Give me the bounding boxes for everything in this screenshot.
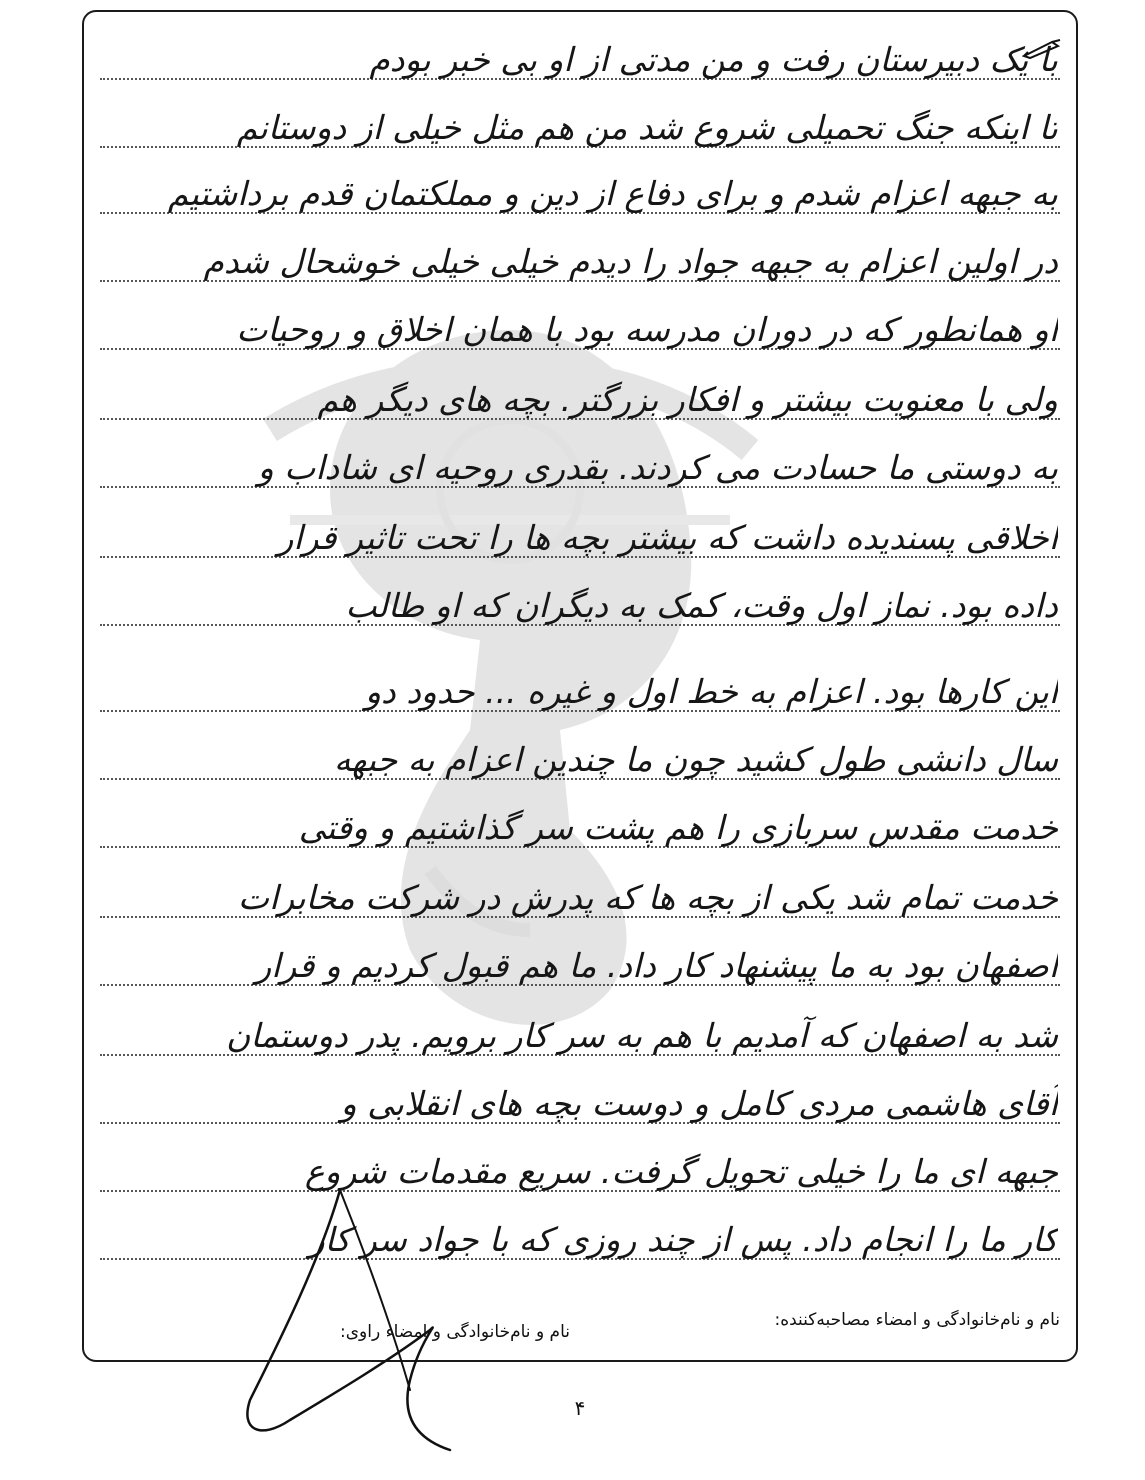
handwritten-line: داده بود. نماز اول وقت، کمک به دیگران که او طالب [345, 586, 1058, 625]
handwritten-line: او همانطور که در دوران مدرسه بود با همان اخلاق و روحیات [236, 310, 1058, 349]
handwritten-line: این کارها بود. اعزام به خط اول و غیره ... حدود دو [365, 672, 1058, 711]
handwritten-line: کار ما را انجام داد. پس از چند روزی که با جواد سر کار [308, 1220, 1058, 1259]
handwritten-line: در اولین اعزام به جبهه جواد را دیدم خیلی خیلی خوشحال شدم [203, 242, 1058, 281]
handwritten-line: شد به اصفهان که آمدیم با هم به سر کار برویم. پدر دوستمان [226, 1016, 1058, 1055]
handwritten-line: خدمت مقدس سربازی را هم پشت سر گذاشتیم و وقتی [298, 808, 1058, 847]
page-number: ۴ [574, 1396, 586, 1420]
handwritten-line: جبهه ای ما را خیلی تحویل گرفت. سریع مقدمات شروع [304, 1152, 1058, 1191]
handwritten-line: سال دانشی طول کشید چون ما چندین اعزام به جبهه [333, 740, 1058, 779]
narrator-signature-label: نام و نام‌خانوادگی و امضاء راوی: [340, 1322, 570, 1342]
handwritten-line: خدمت تمام شد یکی از بچه ها که پدرش در شرکت مخابرات [238, 878, 1058, 917]
handwritten-line: تا اینکه جنگ تحمیلی شروع شد من هم مثل خیلی از دوستانم [236, 108, 1058, 147]
handwritten-line: با یک دبیرستان رفت و من مدتی از او بی خبر بودم [369, 40, 1058, 79]
handwritten-line: اصفهان بود به ما پیشنهاد کار داد. ما هم قبول کردیم و قرار [255, 946, 1058, 985]
handwritten-line: آقای هاشمی مردی کامل و دوست بچه های انقلابی و [340, 1084, 1058, 1123]
handwritten-line: به جبهه اعزام شدم و برای دفاع از دین و مملکتمان قدم برداشتیم [167, 174, 1058, 213]
interviewer-signature-label: نام و نام‌خانوادگی و امضاء مصاحبه‌کننده: [774, 1310, 1060, 1330]
signature-scribble [220, 1180, 460, 1470]
handwritten-line: ولی با معنویت بیشتر و افکار بزرگتر. بچه های دیگر هم [317, 380, 1058, 419]
handwritten-line: به دوستی ما حسادت می کردند. بقدری روحیه ای شاداب و [257, 448, 1058, 487]
handwritten-line: اخلاقی پسندیده داشت که بیشتر بچه ها را تحت تاثیر قرار [277, 518, 1058, 557]
